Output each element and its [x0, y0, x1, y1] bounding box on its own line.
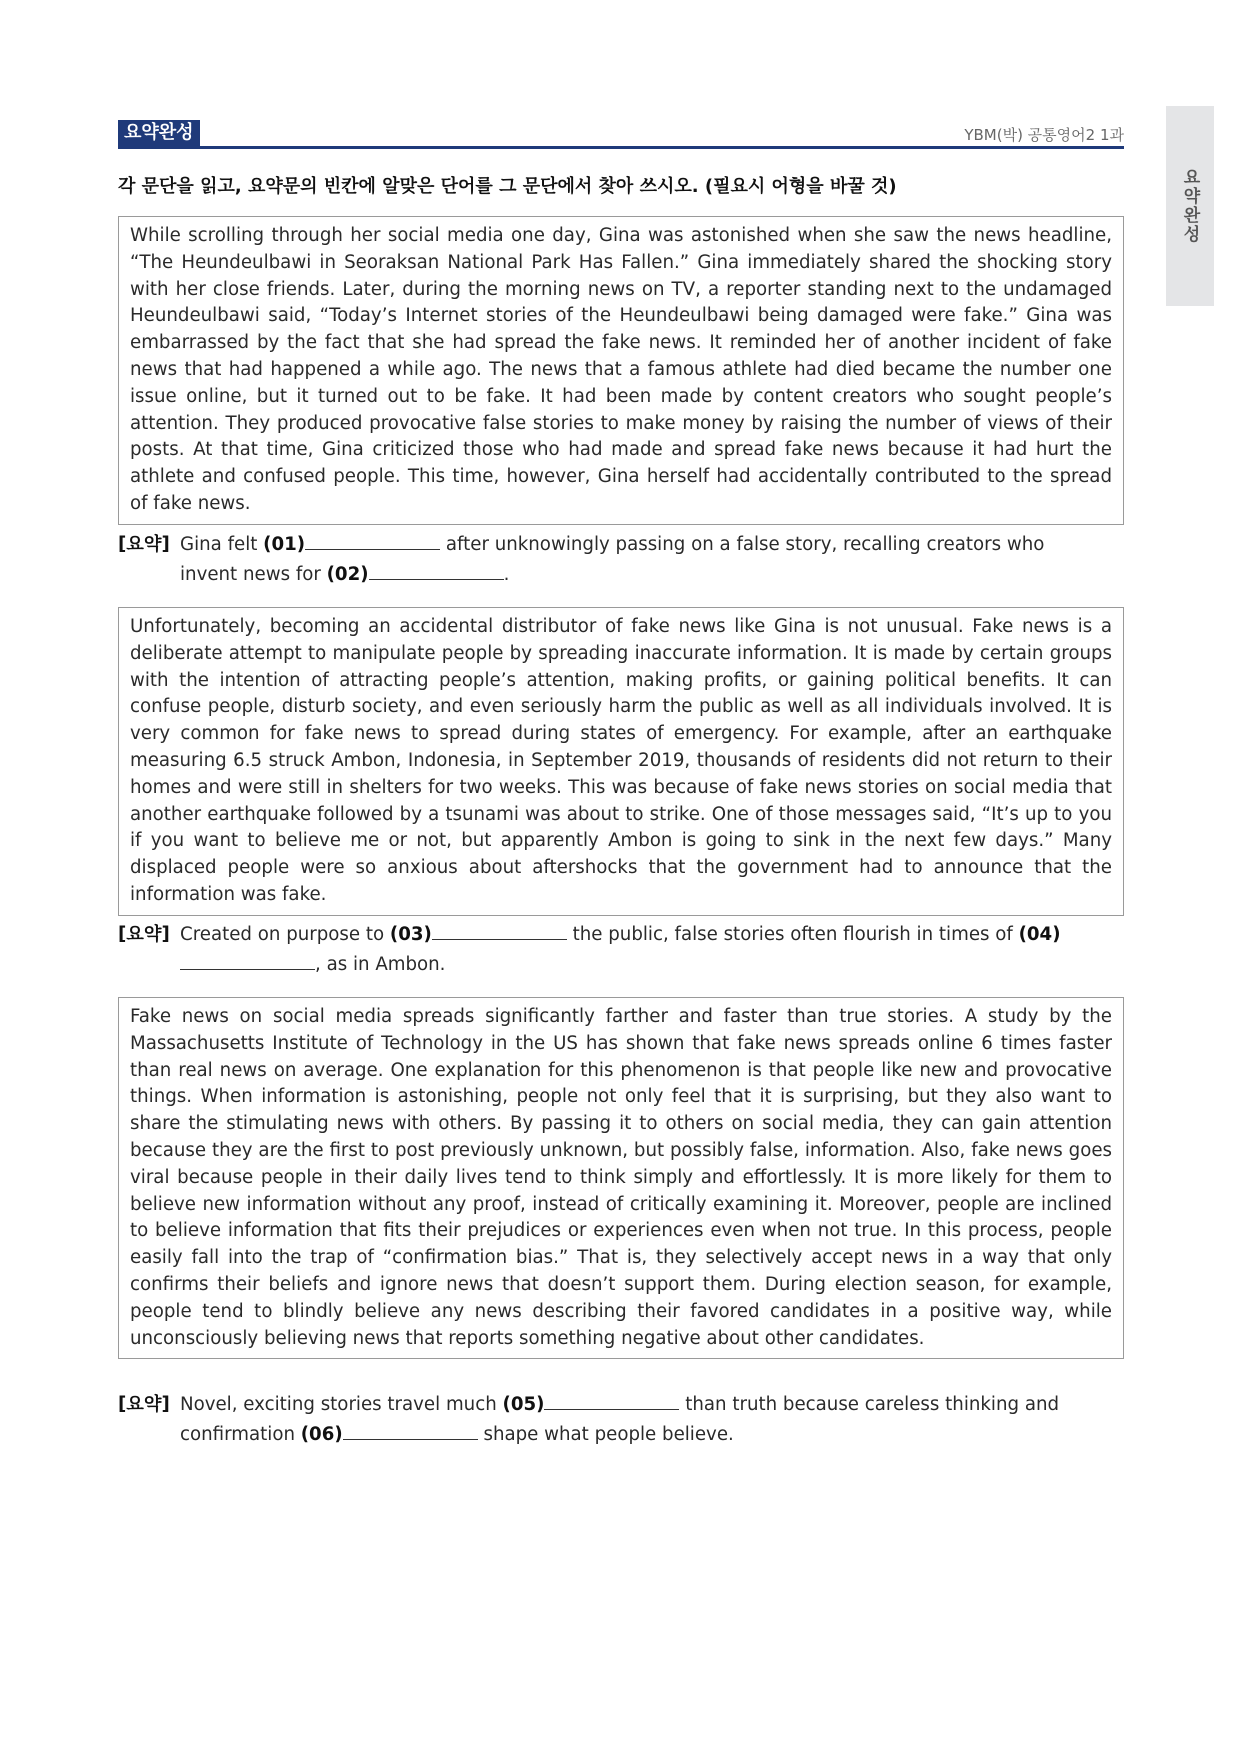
blank-number: (01): [263, 534, 306, 555]
blank-number: (03): [389, 924, 432, 945]
page-header: [118, 120, 1124, 149]
passage-text: Unfortunately, becoming an accidental distributor of fake news like Gina is not unusual. Fake news is a deliberate attempt to manipulate people by spreading inaccurate information. It is made by certain groups with the intention of attracting people’s attention, making profits, or gaining political benefits. It can confuse people, disturb society, and even seriously harm the public as well as all individuals involved. It is very common for fake news to spread during states of emergency. For example, after an earthquake measuring 6.5 struck Ambon, Indonesia, in September 2019, thousands of residents did not return to their homes and were still in shelters for two weeks. This was because of fake news stories on social media that another earthquake followed by a tsunami was about to strike. One of those messages said, “It’s up to you if you want to believe me or not, but apparently Ambon is going to sink in the next few days.” Many displaced people were so anxious about aftershocks that the government had to announce that the information was fake.: [130, 616, 1112, 905]
section-title: 요약완성: [118, 120, 200, 146]
summary-label: [요약]: [118, 924, 170, 945]
blank-number: (02): [326, 564, 369, 585]
answer-blank[interactable]: [343, 1421, 478, 1440]
answer-blank[interactable]: [544, 1391, 679, 1410]
summary-text: Novel, exciting stories travel much (05) than truth because careless thinking and confirmation (06) shape what people believe.: [118, 1390, 1100, 1450]
blank-number: (04): [1018, 924, 1061, 945]
course-label: YBM(박) 공통영어2 1과: [964, 126, 1124, 144]
answer-blank[interactable]: [432, 921, 567, 940]
blank-number: (06): [300, 1424, 343, 1445]
passage-1: [118, 216, 1124, 525]
answer-blank[interactable]: [369, 561, 504, 580]
answer-blank[interactable]: [180, 951, 315, 970]
summary-2: [118, 920, 1124, 980]
summary-text: Created on purpose to (03) the public, false stories often flourish in times of (04), as in Ambon.: [118, 920, 1100, 980]
summary-1: [118, 530, 1124, 590]
passage-text: Fake news on social media spreads significantly farther and faster than true stories. A study by the Massachusetts Institute of Technology in the US has shown that fake news spreads online 6 times faster than real news on average. One explanation for this phenomenon is that people like new and provocative things. When information is astonishing, people not only feel that it is surprising, but they also want to share the stimulating news with others. By passing it to others on social media, they can gain attention because they are the first to post previously unknown, but possibly false, information. Also, fake news goes viral because people in their daily lives tend to think simply and effortlessly. It is more likely for them to believe new information without any proof, instead of critically examining it. Moreover, people are inclined to believe information that fits their prejudices or experiences even when not true. In this process, people easily fall into the trap of “confirmation bias.” That is, they selectively accept news in a way that only confirms their beliefs and ignore news that doesn’t support them. During election season, for example, people tend to blindly believe any news describing their favored candidates in a positive way, while unconsciously believing news that reports something negative about other candidates.: [130, 1006, 1112, 1349]
blank-number: (05): [502, 1394, 545, 1415]
summary-3: [118, 1390, 1124, 1450]
passage-2: [118, 607, 1124, 916]
answer-blank[interactable]: [305, 531, 440, 550]
passage-3: [118, 997, 1124, 1359]
instruction-text: 각 문단을 읽고, 요약문의 빈칸에 알맞은 단어를 그 문단에서 찾아 쓰시오. (필요시 어형을 바꿀 것): [118, 176, 897, 197]
summary-label: [요약]: [118, 534, 170, 555]
side-tab-label: 요약완성: [1179, 168, 1200, 244]
summary-text: Gina felt (01) after unknowingly passing on a false story, recalling creators who invent news for (02) .: [118, 530, 1100, 590]
passage-text: While scrolling through her social media one day, Gina was astonished when she saw the news headline, “The Heundeulbawi in Seoraksan National Park Has Fallen.” Gina immediately shared the shocking story with her close friends. Later, during the morning news on TV, a reporter standing next to the undamaged Heundeulbawi said, “Today’s Internet stories of the Heundeulbawi being damaged were fake.” Gina was embarrassed by the fact that she had spread the fake news. It reminded her of another incident of fake news that had happened a while ago. The news that a famous athlete had died became the number one issue online, but it turned out to be fake. It had been made by content creators who sought people’s attention. They produced provocative false stories to make money by raising the number of views of their posts. At that time, Gina criticized those who had made and spread fake news because it had hurt the athlete and confused people. This time, however, Gina herself had accidentally contributed to the spread of fake news.: [130, 225, 1112, 514]
side-section-tab: [1166, 106, 1214, 306]
summary-label: [요약]: [118, 1394, 170, 1415]
